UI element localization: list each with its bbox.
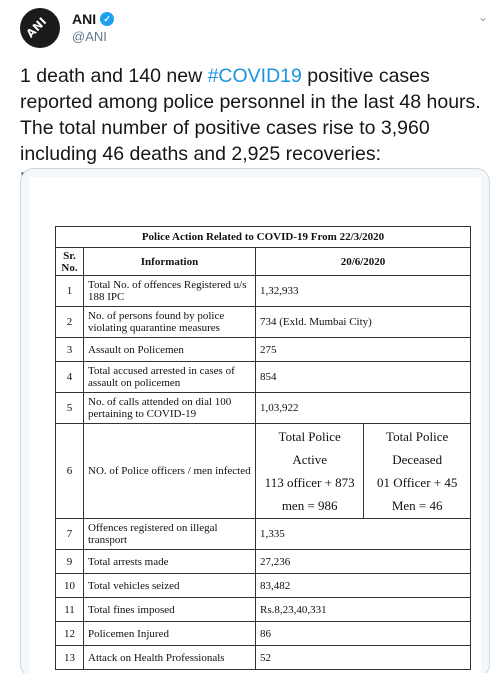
row-value: Rs.8,23,40,331	[256, 598, 471, 622]
table-row	[56, 622, 471, 646]
row-sr: 12	[56, 622, 84, 646]
verified-badge-icon: ✓	[100, 12, 114, 26]
table-row	[56, 424, 471, 519]
table-row	[56, 550, 471, 574]
chevron-down-icon[interactable]: ⌄	[477, 10, 488, 24]
table-row	[56, 646, 471, 670]
row-info: Total fines imposed	[84, 598, 256, 622]
table-row	[56, 574, 471, 598]
header-sr-no: Sr. No.	[56, 248, 84, 276]
table-row	[56, 519, 471, 550]
table-row	[56, 338, 471, 362]
table-row	[56, 276, 471, 307]
police-deceased-value: 01 Officer + 45 Men = 46	[376, 475, 458, 513]
row-info: Total vehicles seized	[84, 574, 256, 598]
row-info: NO. of Police officers / men infected	[84, 424, 256, 519]
row-sr: 9	[56, 550, 84, 574]
row-info: Attack on Health Professionals	[84, 646, 256, 670]
tweet-text-part: positive cases reported among police personnel in the last 48 hours. The total number of positive cases rise to 3,960 including 46 deaths and 2,925 recoveries:	[20, 65, 481, 165]
row-info: Total No. of offences Registered u/s 188 IPC	[84, 276, 256, 307]
row-value: 27,236	[256, 550, 471, 574]
row-info: Policemen Injured	[84, 622, 256, 646]
table-row	[56, 307, 471, 338]
row-sr: 13	[56, 646, 84, 670]
media-card[interactable]	[20, 168, 490, 673]
author-name[interactable]: ANI	[72, 11, 97, 27]
police-active-cell	[256, 424, 364, 519]
author-name-row	[72, 11, 114, 27]
row-sr: 1	[56, 276, 84, 307]
tweet-text-part: 1 death and 140 new	[20, 65, 208, 87]
row-sr: 10	[56, 574, 84, 598]
row-sr: 2	[56, 307, 84, 338]
row-value: 83,482	[256, 574, 471, 598]
table-row	[56, 393, 471, 424]
row-info: Assault on Policemen	[84, 338, 256, 362]
table-title: Police Action Related to COVID-19 From 22/3/2020	[56, 227, 471, 248]
row-info: Total accused arrested in cases of assault on policemen	[84, 362, 256, 393]
tweet-header	[20, 8, 490, 48]
police-deceased-header: Total Police Deceased	[386, 429, 449, 467]
row-value: 1,03,922	[256, 393, 471, 424]
row-sr: 4	[56, 362, 84, 393]
table-row	[56, 362, 471, 393]
police-report-table	[55, 226, 471, 670]
row-sr: 5	[56, 393, 84, 424]
row-value: 86	[256, 622, 471, 646]
row-info: No. of calls attended on dial 100 pertaining to COVID-19	[84, 393, 256, 424]
document-image	[29, 177, 481, 673]
row-value: 1,335	[256, 519, 471, 550]
police-active-header: Total Police Active	[278, 429, 341, 467]
row-info: Total arrests made	[84, 550, 256, 574]
header-information: Information	[84, 248, 256, 276]
header-date: 20/6/2020	[256, 248, 471, 276]
row-sr: 11	[56, 598, 84, 622]
row-value: 275	[256, 338, 471, 362]
row-sr: 7	[56, 519, 84, 550]
row-value: 52	[256, 646, 471, 670]
hashtag-link[interactable]: #COVID19	[207, 65, 302, 87]
row-sr: 6	[56, 424, 84, 519]
avatar-logo-text: ANI	[23, 14, 50, 41]
table-row	[56, 598, 471, 622]
row-info: No. of persons found by police violating quarantine measures	[84, 307, 256, 338]
avatar[interactable]	[20, 8, 60, 48]
row-info: Offences registered on illegal transport	[84, 519, 256, 550]
row-value: 854	[256, 362, 471, 393]
row-value: 734 (Exld. Mumbai City)	[256, 307, 471, 338]
author-handle[interactable]: @ANI	[72, 29, 107, 44]
police-deceased-cell	[364, 424, 471, 519]
row-sr: 3	[56, 338, 84, 362]
police-active-value: 113 officer + 873 men = 986	[264, 475, 355, 513]
row-value: 1,32,933	[256, 276, 471, 307]
